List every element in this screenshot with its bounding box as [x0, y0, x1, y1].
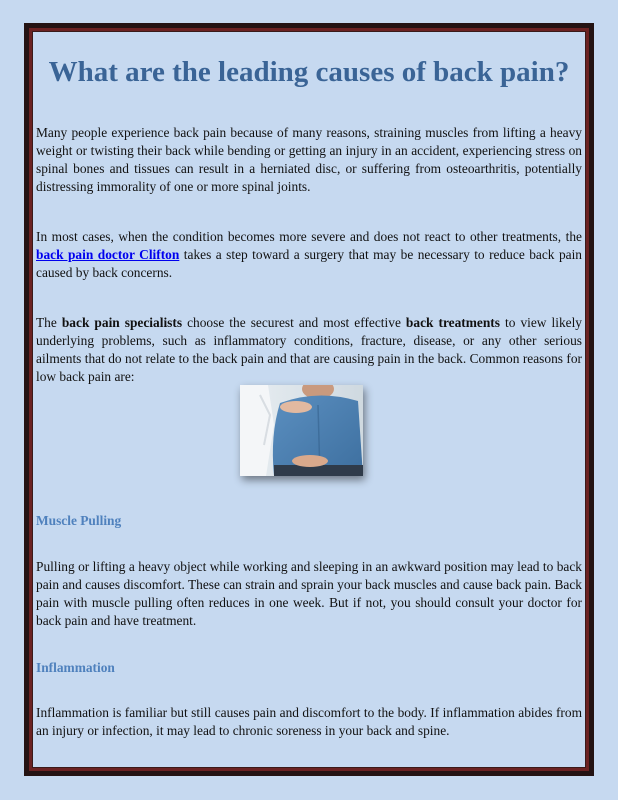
- specialists-text-3: to view likely underlying problems, such as inflammatory conditions, fracture, disease, or any other serious ailments that do not relate to the back pain and that are causing pain in the back. Common reasons for low back pain are:: [36, 315, 583, 384]
- doctor-paragraph-text-start: In most cases, when the condition becomes more severe and does not react to other treatments, the: [36, 229, 582, 244]
- specialists-text-1: The: [36, 315, 62, 330]
- back-pain-photo: [240, 385, 363, 476]
- back-pain-doctor-link[interactable]: back pain doctor Clifton: [36, 247, 180, 262]
- page-title: What are the leading causes of back pain?: [48, 56, 570, 88]
- section-heading-inflammation: Inflammation: [36, 660, 115, 675]
- doctor-paragraph: [36, 228, 582, 282]
- inflammation-paragraph: Inflammation is familiar but still causes pain and discomfort to the body. If inflammation abides from an injury or infection, it may lead to chronic soreness in your back and spine.: [36, 705, 582, 738]
- intro-paragraph: Many people experience back pain because of many reasons, straining muscles from lifting a heavy weight or twisting their back while bending or getting an injury in an accident, experiencing stress on spinal bones and tissues can result in a herniated disc, or suffering from osteoarthritis, potentially distressing immorality of one or more spinal joints.: [36, 125, 582, 194]
- doctor-paragraph-text-end: takes a step toward a surgery that may be necessary to reduce back pain caused by back concerns.: [36, 247, 583, 280]
- specialists-bold-term: back pain specialists: [61, 315, 183, 330]
- section-heading-muscle-pulling: Muscle Pulling: [36, 513, 122, 528]
- specialists-paragraph: [36, 314, 582, 386]
- treatments-bold-term: back treatments: [405, 315, 500, 330]
- muscle-pulling-paragraph: Pulling or lifting a heavy object while working and sleeping in an awkward position may lead to back pain and causes discomfort. These can strain and sprain your back muscles and cause back pain. Back pain with muscle pulling often reduces in one week. But if not, you should consult your doctor for back pain and have treatment.: [36, 559, 582, 628]
- specialists-text-2: choose the securest and most effective: [182, 315, 406, 330]
